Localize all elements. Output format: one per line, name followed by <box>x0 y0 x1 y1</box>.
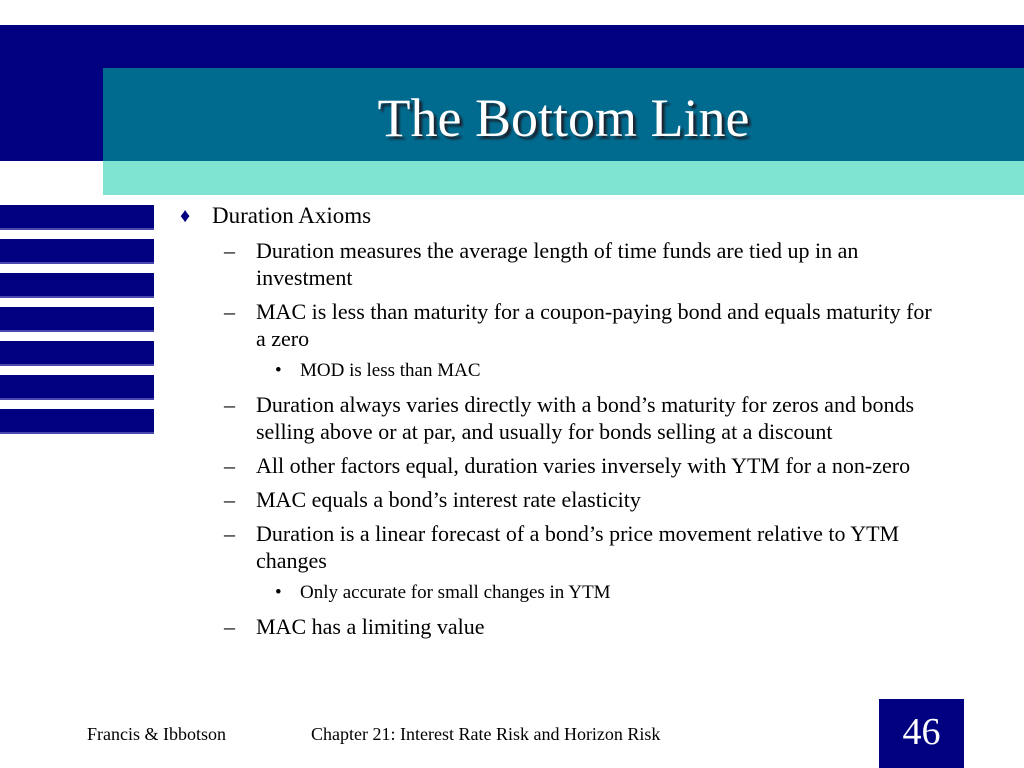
footer-chapter: Chapter 21: Interest Rate Risk and Horizon Risk <box>311 724 661 744</box>
sub-bullet <box>180 613 936 640</box>
main-bullet <box>180 202 940 230</box>
stripe <box>0 273 154 298</box>
dash-bullet-icon: – <box>224 453 235 478</box>
sub-bullet-text: MAC equals a bond’s interest rate elasticity <box>256 487 641 512</box>
sub-bullet <box>180 237 936 291</box>
sub-bullet <box>180 298 936 352</box>
dash-bullet-icon: – <box>224 238 235 263</box>
dash-bullet-icon: – <box>224 521 235 546</box>
slide-title: The Bottom Line <box>377 88 750 148</box>
dash-bullet-icon: – <box>224 487 235 512</box>
dash-bullet-icon: – <box>224 392 235 417</box>
stripe <box>0 341 154 366</box>
stripe <box>0 239 154 264</box>
stripe <box>0 307 154 332</box>
sub-sub-bullet <box>180 581 940 605</box>
accent-band <box>103 161 1024 195</box>
sub-sub-bullet <box>180 359 940 383</box>
stripe <box>0 205 154 230</box>
sub-bullet-text: Duration always varies directly with a bond’s maturity for zeros and bonds selling above or at par, and usually for bonds selling at a discount <box>256 392 915 444</box>
sub-bullet-text: Duration measures the average length of time funds are tied up in an investment <box>256 238 859 290</box>
dash-bullet-icon: – <box>224 299 235 324</box>
sub-bullet <box>180 452 936 479</box>
footer-authors: Francis & Ibbotson <box>87 724 226 744</box>
dot-bullet-icon: • <box>275 360 282 381</box>
page-number: 46 <box>879 699 964 768</box>
diamond-bullet-icon: ♦ <box>180 205 191 227</box>
slide-body <box>180 202 940 647</box>
sub-sub-bullet-text: MOD is less than MAC <box>300 360 481 381</box>
sub-bullet-text: Duration is a linear forecast of a bond’s price movement relative to YTM changes <box>256 521 900 573</box>
sub-sub-bullet-text: Only accurate for small changes in YTM <box>300 582 611 603</box>
sub-bullet <box>180 391 936 445</box>
dot-bullet-icon: • <box>275 582 282 603</box>
decorative-stripes <box>0 205 154 443</box>
sub-bullet-text: MAC has a limiting value <box>256 614 485 639</box>
dash-bullet-icon: – <box>224 614 235 639</box>
sub-bullet <box>180 520 936 574</box>
sub-bullet <box>180 486 936 513</box>
stripe <box>0 375 154 400</box>
main-bullet-text: Duration Axioms <box>212 203 372 228</box>
sub-bullet-text: MAC is less than maturity for a coupon-paying bond and equals maturity for a zero <box>256 299 932 351</box>
stripe <box>0 409 154 434</box>
sub-bullet-text: All other factors equal, duration varies inversely with YTM for a non-zero <box>256 453 911 478</box>
